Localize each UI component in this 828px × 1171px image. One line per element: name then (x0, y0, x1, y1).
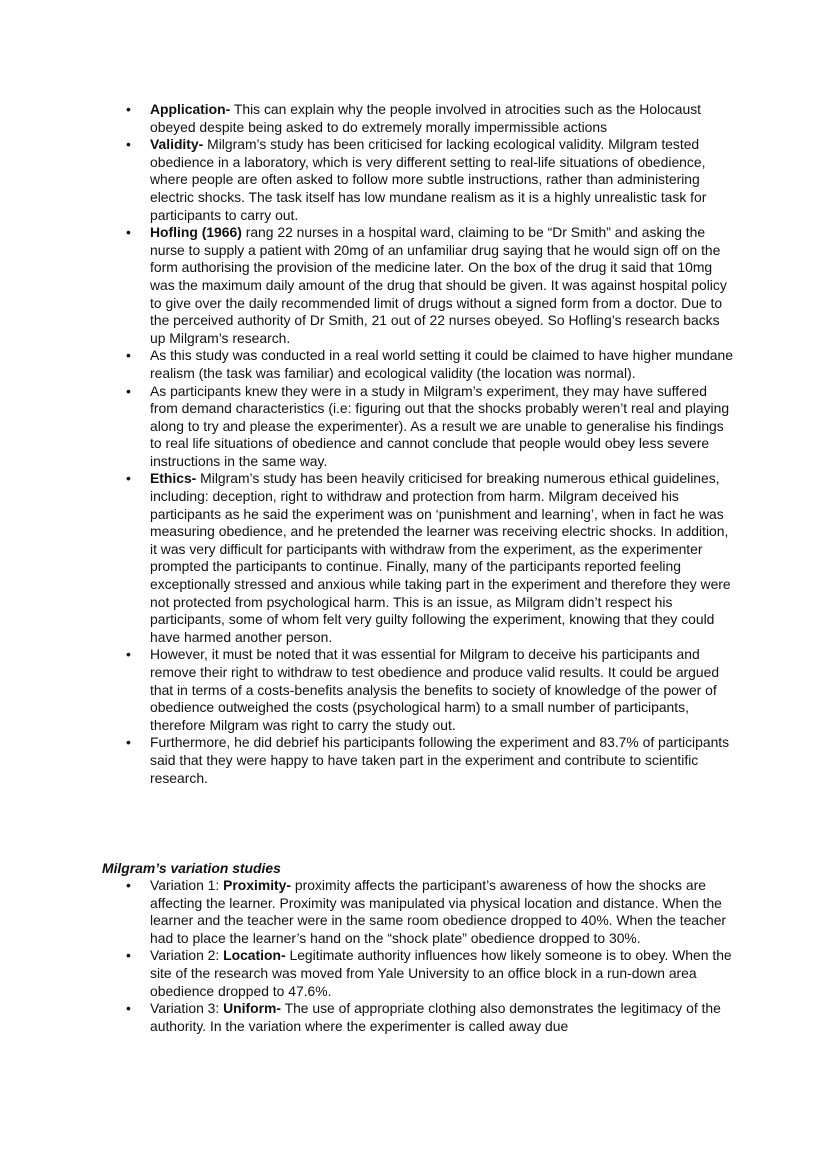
bullet-icon: • (126, 646, 131, 663)
item-text: This can explain why the people involved in atrocities such as the Holocaust obeyed despite being asked to do extremely morally impermissible actions (150, 101, 702, 135)
item-prefix: Variation 3: (150, 1000, 224, 1017)
list-item (126, 646, 735, 734)
list-item (126, 382, 735, 471)
list-item (126, 947, 735, 1000)
bullet-icon: • (126, 734, 131, 751)
item-lead: Application- (150, 101, 231, 117)
variations-heading: Milgram’s variation studies (102, 860, 281, 876)
item-text: Furthermore, he did debrief his participants following the experiment and 83.7% of participants said that they were happy to have taken part in the experiment and contribute to scientific research. (150, 734, 730, 786)
item-prefix: Variation 1: (150, 877, 224, 893)
bullet-icon: • (126, 224, 131, 241)
bullet-icon: • (126, 947, 131, 964)
bullet-icon: • (126, 877, 131, 893)
item-text: proximity affects the participant’s awareness of how the shocks are affecting the learner. Proximity was manipulated via physical location and distance. When the learner and the teacher were in the same room obedience dropped to 40%. When the teacher had to place the learner’s hand on the “shock plate” obedience dropped to 30%. (150, 877, 727, 946)
item-lead: Proximity- (223, 877, 292, 893)
bullet-icon: • (126, 136, 131, 153)
list-item (126, 470, 735, 646)
list-item (126, 347, 735, 382)
item-text: Milgram’s study has been heavily criticised for breaking numerous ethical guidelines, including: deception, right to withdraw and protection from harm. Milgram deceived his participants as he said the experiment was on ‘punishment and learning’, when in fact he was measuring obedience, and he pretended the learner was receiving electric shocks. In addition, it was very difficult for participants with withdraw from the experiment, as the experimenter prompted the participants to continue. Finally, many of the participants reported feeling exceptionally stressed and anxious while taking part in the experiment and therefore they were not protected from psychological harm. This is an issue, as Milgram didn’t respect his participants, some of whom felt very guilty following the experiment, knowing that they could have harmed another person. (150, 470, 731, 645)
item-lead: Validity- (150, 136, 204, 153)
list-item (126, 734, 735, 787)
bullet-icon: • (126, 347, 131, 364)
bullet-icon: • (126, 470, 131, 487)
item-text: The use of appropriate clothing also demonstrates the legitimacy of the authority. In the variation where the experimenter is called away due (150, 1000, 721, 1034)
list-item (126, 101, 735, 136)
bullet-icon: • (126, 382, 131, 399)
item-text: However, it must be noted that it was essential for Milgram to deceive his participants and remove their right to withdraw to test obedience and produce valid results. It could be argued that in terms of a costs-benefits analysis the benefits to society of knowledge of the power of obedience outweighed the costs (psychological harm) to a small number of participants, therefore Milgram was right to carry the study out. (150, 646, 720, 733)
bullet-icon: • (126, 101, 131, 117)
item-lead: Hofling (1966) (150, 224, 242, 241)
list-item (126, 136, 735, 224)
item-prefix: Variation 2: (150, 947, 224, 964)
item-text: Milgram’s study has been criticised for lacking ecological validity. Milgram tested obedience in a laboratory, which is very different setting to real-life situations of obedience, where people are often asked to follow more subtle instructions, rather than administering electric shocks. The task itself has low mundane realism as it is a highly unrealistic task for participants to carry out. (150, 136, 707, 223)
item-text: Legitimate authority influences how likely someone is to obey. When the site of the research was moved from Yale University to an office block in a run-down area obedience dropped to 47.6%. (150, 947, 732, 999)
item-text: As this study was conducted in a real world setting it could be claimed to have higher mundane realism (the task was familiar) and ecological validity (the location was normal). (150, 347, 733, 381)
item-lead: Uniform- (223, 1000, 281, 1017)
list-item (126, 877, 735, 947)
list-item (126, 224, 735, 347)
evaluation-bullet-list (126, 101, 735, 787)
list-item (126, 1000, 735, 1035)
item-lead: Ethics- (150, 470, 197, 487)
variations-bullet-list (126, 877, 735, 1035)
item-text: rang 22 nurses in a hospital ward, claiming to be “Dr Smith” and asking the nurse to supply a patient with 20mg of an unfamiliar drug saying that he would sign off on the form authorising the provision of the medicine later. On the box of the drug it said that 10mg was the maximum daily amount of the drug that should be given. It was against hospital policy to give over the daily recommended limit of drugs without a signed form from a doctor. Due to the perceived authority of Dr Smith, 21 out of 22 nurses obeyed. So Hofling’s research backs up Milgram’s research. (150, 224, 727, 346)
item-lead: Location- (223, 947, 286, 964)
item-text: As participants knew they were in a study in Milgram’s experiment, they may have suffered from demand characteristics (i.e: figuring out that the shocks probably weren’t real and playing along to try and please the experimenter). As a result we are unable to generalise his findings to real life situations of obedience and cannot conclude that people would obey less severe instructions in the same way. (150, 382, 730, 469)
bullet-icon: • (126, 1000, 131, 1017)
